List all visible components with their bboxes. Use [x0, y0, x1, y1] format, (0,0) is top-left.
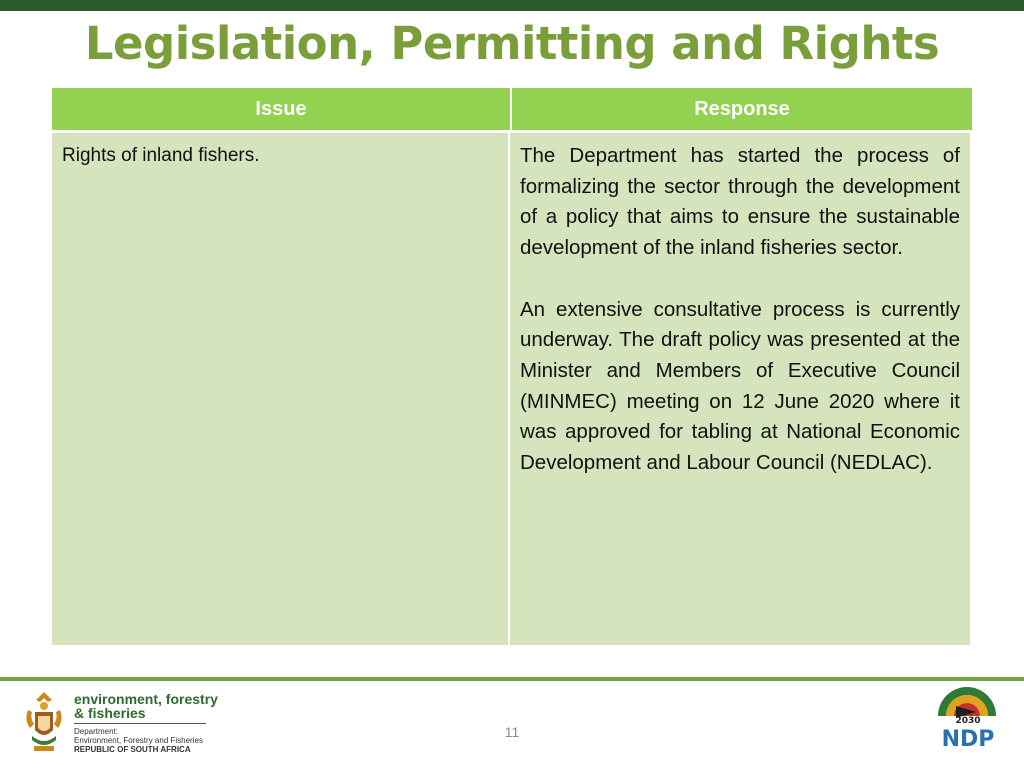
cell-issue: Rights of inland fishers.: [52, 133, 510, 645]
top-bar: [0, 0, 1024, 11]
page-number: 11: [504, 724, 520, 740]
response-paragraph-2: An extensive consultative process is currently underway. The draft policy was presented at the Minister and Members of Executive Council (MINMEC) meeting on 12 June 2020 where it was approved for tabling at National Economic Development and Labour Council (NEDLAC).: [520, 297, 960, 475]
logo-line-1: environment, forestry: [74, 691, 218, 707]
cell-response: [510, 133, 970, 645]
response-paragraph-1: The Department has started the process of formalizing the sector through the development of a policy that aims to ensure the sustainable development of the inland fisheries sector.: [520, 144, 960, 260]
header-response: Response: [512, 88, 972, 130]
logo-line-2: & fisheries: [74, 705, 146, 721]
dept-name: Environment, Forestry and Fisheries: [74, 736, 203, 745]
table-header: [52, 88, 972, 130]
ndp-year: 2030: [955, 716, 981, 726]
coat-of-arms-icon: [22, 690, 66, 756]
ndp-2030-logo: [932, 686, 1002, 750]
ndp-text: NDP: [941, 727, 995, 750]
issue-response-table: [52, 88, 972, 645]
country-name: REPUBLIC OF SOUTH AFRICA: [74, 745, 191, 754]
page-title: Legislation, Permitting and Rights: [84, 17, 940, 70]
dept-label: Department:: [74, 727, 119, 736]
table-row: [52, 133, 972, 645]
header-issue: Issue: [52, 88, 512, 130]
footer-divider: [0, 677, 1024, 681]
department-logo: [74, 692, 218, 754]
